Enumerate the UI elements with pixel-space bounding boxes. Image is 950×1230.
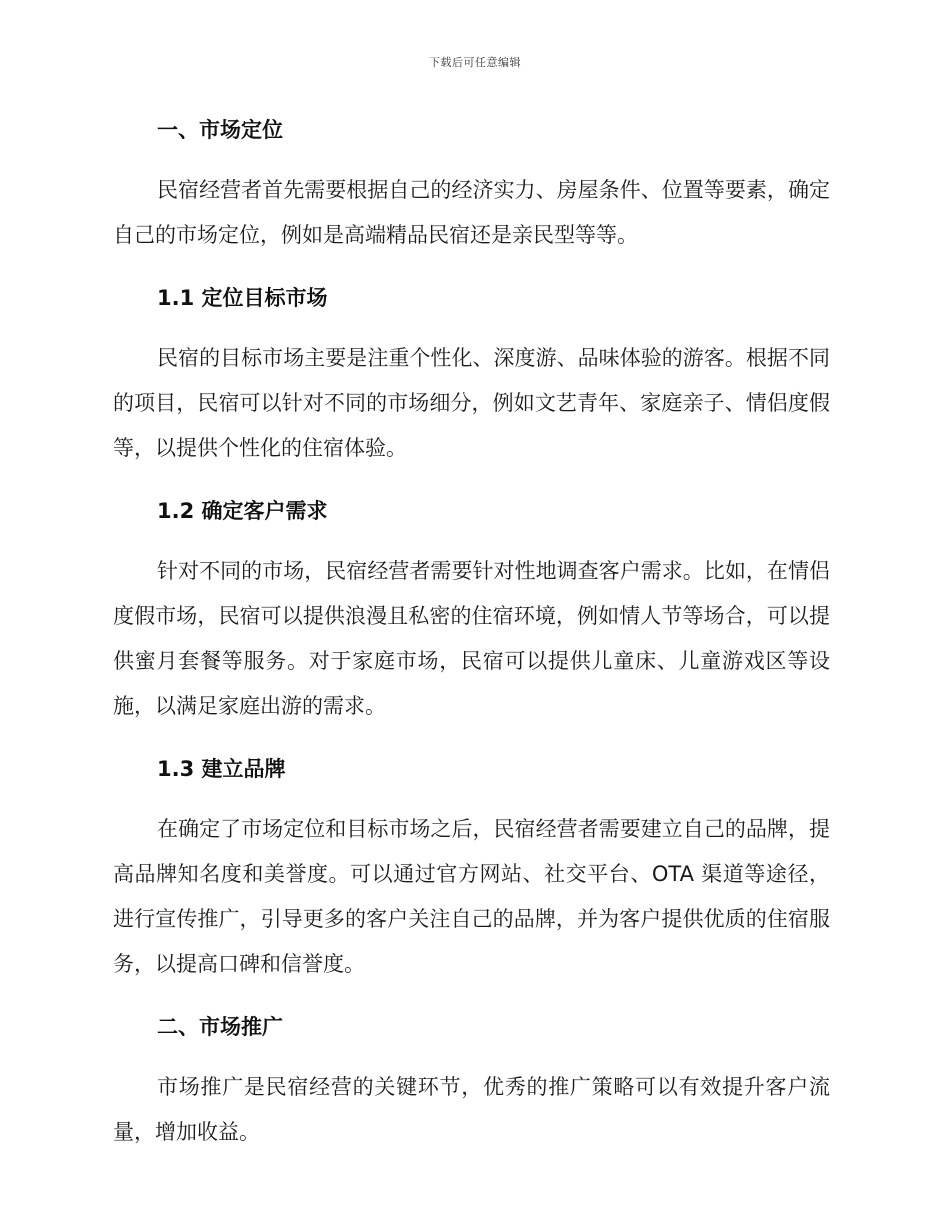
section-heading: 1.2 确定客户需求	[157, 499, 328, 523]
document-body	[113, 112, 830, 1155]
section-heading: 一、市场定位	[157, 118, 283, 142]
section-heading: 1.3 建立品牌	[157, 757, 286, 781]
section-paragraph: 针对不同的市场，民宿经营者需要针对性地调查客户需求。比如，在情侣度假市场，民宿可以提供浪漫且私密的住宿环境，例如情人节等场合，可以提供蜜月套餐等服务。对于家庭市场，民宿可以提供儿童床、儿童游戏区等设施，以满足家庭出游的需求。	[113, 559, 830, 718]
section-heading: 二、市场推广	[157, 1015, 283, 1039]
section-paragraph: 在确定了市场定位和目标市场之后，民宿经营者需要建立自己的品牌，提高品牌知名度和美誉度。可以通过官方网站、社交平台、OTA 渠道等途径，进行宣传推广，引导更多的客户关注自己的品牌，并为客户提供优质的住宿服务，以提高口碑和信誉度。	[113, 817, 830, 976]
page-header: 下载后可任意编辑	[429, 56, 521, 69]
section-heading: 1.1 定位目标市场	[157, 286, 328, 310]
section-paragraph: 市场推广是民宿经营的关键环节，优秀的推广策略可以有效提升客户流量，增加收益。	[113, 1075, 830, 1144]
section-paragraph: 民宿经营者首先需要根据自己的经济实力、房屋条件、位置等要素，确定自己的市场定位，例如是高端精品民宿还是亲民型等等。	[113, 178, 830, 247]
section-paragraph: 民宿的目标市场主要是注重个性化、深度游、品味体验的游客。根据不同的项目，民宿可以针对不同的市场细分，例如文艺青年、家庭亲子、情侣度假等，以提供个性化的住宿体验。	[113, 346, 830, 460]
